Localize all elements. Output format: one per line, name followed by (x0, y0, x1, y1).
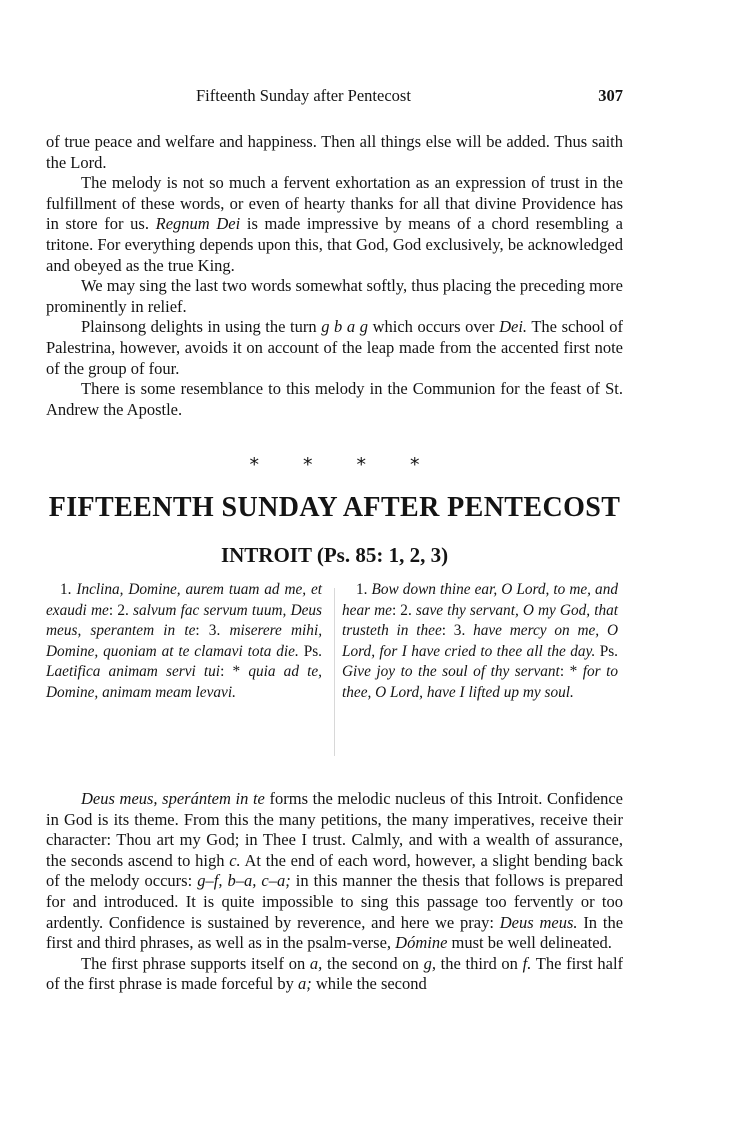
paragraph: of true peace and welfare and happiness. Then all things else will be added. Thus saith the Lord. (46, 132, 623, 172)
english-introit: 1. Bow down thine ear, O Lord, to me, and hear me: 2. save thy servant, O my God, that trusteth in thee: 3. have mercy on me, O Lord, for I have cried to thee all the day. Ps. Give joy to the soul of thy servant: * for to thee, O Lord, have I lifted up my soul. (342, 581, 619, 701)
section-heading: FIFTEENTH SUNDAY AFTER PENTECOST (48, 492, 621, 523)
separator-star: * (410, 454, 420, 476)
bottom-text-block (46, 789, 623, 995)
running-head (46, 86, 623, 108)
latin-introit: 1. Inclina, Domine, aurem tuam ad me, et exaudi me: 2. salvum fac servum tuum, Deus meus, sperantem in te: 3. miserere mihi, Domine, quoniam at te clamavi tota die. Ps. Laetifica animam servi tui: * quia ad te, Domine, animam meam levavi. (46, 581, 323, 701)
paragraph: Deus meus, sperántem in te forms the melodic nucleus of this Introit. Confidence in God is its theme. From this the many petitions, the many imperatives, receive their character: Thou art my God; in Thee I trust. Calmly, and with a wealth of assurance, the seconds ascend to high c. At the end of each word, however, a slight bending back of the melody occurs: g–f, b–a, c–a; in this manner the thesis that follows is prepared for and introduced. It is quite impossible to sing this passage too fervently or too ardently. Confidence is sustained by reverence, and here we pray: Deus meus. In the first and third phrases, as well as in the psalm-verse, Dómine must be well delineated. (46, 789, 624, 953)
introit-heading: INTROIT (Ps. 85: 1, 2, 3) (220, 543, 449, 567)
page-number: 307 (598, 86, 623, 105)
running-title: Fifteenth Sunday after Pentecost (196, 86, 411, 105)
latin-text-column (46, 580, 322, 704)
english-text-column (342, 580, 618, 704)
paragraph: Plainsong delights in using the turn g b a g which occurs over Dei. The school of Palestrina, however, avoids it on account of the leap made from the accented first note of the group of four. (46, 317, 623, 378)
paragraph: We may sing the last two words somewhat softly, thus placing the preceding more prominently in relief. (46, 276, 623, 316)
paragraph: The melody is not so much a fervent exhortation as an expression of trust in the fulfillment of these words, or even of hearty thanks for all that divine Providence has in store for us. Regnum Dei is made impressive by means of a chord resembling a tritone. For everything depends upon this, that God, God exclusively, be acknowledged and obeyed as the true King. (46, 173, 624, 275)
paragraph: The first phrase supports itself on a, the second on g, the third on f. The first half of the first phrase is made forceful by a; while the second (46, 953, 624, 994)
separator-star: * (356, 454, 366, 476)
column-divider (334, 588, 335, 756)
separator-star: * (303, 454, 313, 476)
separator-star: * (249, 454, 259, 476)
paragraph: There is some resemblance to this melody in the Communion for the feast of St. Andrew the Apostle. (46, 379, 623, 419)
section-separator (46, 454, 623, 476)
top-text-block (46, 132, 623, 420)
